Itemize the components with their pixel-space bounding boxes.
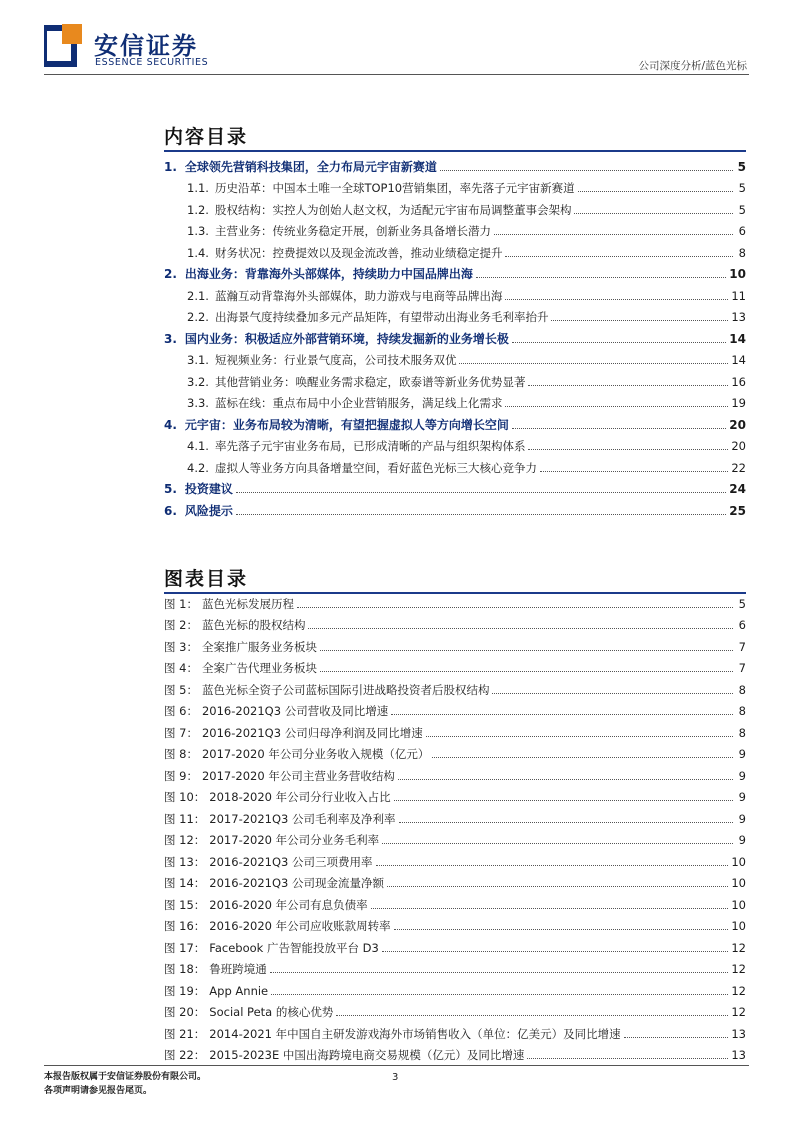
figure-title: 蓝色光标全资子公司蓝标国际引进战略投资者后股权结构 [201, 682, 490, 697]
header-divider [44, 74, 749, 75]
figure-number: 图 2： [164, 618, 198, 632]
dot-leader [320, 650, 733, 651]
dot-leader [505, 256, 733, 257]
toc-entry-page: 14 [729, 331, 746, 346]
dot-leader [270, 972, 729, 973]
dot-leader [394, 800, 733, 801]
figure-title: Facebook 广告智能投放平台 D3 [209, 940, 379, 955]
dot-leader [505, 406, 728, 407]
dot-leader [336, 1015, 728, 1016]
figure-title: 2016-2020 年公司应收账款周转率 [209, 919, 391, 933]
toc-chapter-link[interactable] [164, 261, 746, 283]
toc-entry-title: 出海业务：背靠海外头部媒体，持续助力中国品牌出海 [184, 267, 473, 281]
dot-leader [492, 693, 733, 694]
toc-entry-title: 短视频业务：行业景气度高，公司技术服务双优 [214, 353, 457, 367]
figure-title: 2017-2021Q3 公司毛利率及净利率 [209, 811, 396, 826]
toc-entry-number: 1. [164, 159, 177, 174]
toc-section-link[interactable] [164, 282, 746, 304]
toc-entry-number: 3.2. [187, 374, 209, 389]
dot-leader [528, 385, 728, 386]
figure-page: 8 [738, 725, 746, 740]
toc-section-link[interactable] [164, 368, 746, 390]
figure-title: 2016-2021Q3 公司现金流量净额 [209, 876, 385, 890]
figure-entry-link[interactable] [164, 870, 746, 892]
figure-number: 图 7： [164, 725, 198, 740]
brand-name-en: ESSENCE SECURITIES [95, 57, 209, 68]
toc-section-link[interactable] [164, 454, 746, 476]
essence-logo-icon [44, 24, 84, 68]
dot-leader [271, 994, 728, 995]
figure-title: 2017-2020 年公司主营业务营收结构 [201, 768, 395, 783]
figure-page: 13 [731, 1026, 746, 1041]
toc-entry-page: 14 [731, 353, 746, 367]
figure-title: 鲁班跨境通 [209, 962, 267, 976]
toc-chapter-link[interactable] [164, 325, 746, 347]
dot-leader [476, 277, 726, 278]
dot-leader [382, 951, 729, 952]
dot-leader [540, 471, 728, 472]
figure-number: 图 15： [164, 897, 206, 912]
toc-entry-page: 22 [731, 460, 746, 475]
figure-number: 图 18： [164, 962, 206, 976]
figure-number: 图 3： [164, 639, 198, 654]
figure-entry-link[interactable] [164, 956, 746, 978]
footer-copyright: 本报告版权属于安信证券股份有限公司。 [44, 1072, 207, 1082]
figure-page: 7 [738, 661, 746, 675]
dot-leader [387, 886, 728, 887]
toc-entry-number: 4.1. [187, 439, 209, 453]
figure-title: App Annie [209, 983, 269, 998]
figure-title: Social Peta 的核心优势 [209, 1005, 334, 1019]
figure-title: 2017-2020 年公司分业务毛利率 [209, 833, 380, 847]
figure-page: 8 [738, 682, 746, 697]
toc-chapter-link[interactable] [164, 411, 746, 433]
toc-section-link[interactable] [164, 390, 746, 412]
toc-entry-page: 13 [731, 310, 746, 324]
toc-entry-number: 1.2. [187, 202, 209, 217]
figure-title: 2017-2020 年公司分业务收入规模（亿元） [201, 747, 430, 761]
page-header [0, 0, 793, 80]
dot-leader [512, 342, 726, 343]
figure-entry-link[interactable] [164, 913, 746, 935]
figure-entry-link[interactable] [164, 999, 746, 1021]
toc-entry-page: 5 [738, 181, 746, 195]
figure-title: 蓝色光标的股权结构 [201, 618, 306, 632]
figure-number: 图 22： [164, 1048, 206, 1062]
figure-entry-link[interactable] [164, 848, 746, 870]
dot-leader [494, 234, 733, 235]
figure-page: 9 [738, 747, 746, 761]
dot-leader [308, 628, 733, 629]
figure-title: 全案广告代理业务板块 [201, 661, 317, 675]
dot-leader [320, 671, 733, 672]
figure-number: 图 9： [164, 768, 198, 783]
figure-number: 图 21： [164, 1026, 206, 1041]
toc-entry-title: 历史沿革：中国本土唯一全球TOP10营销集团，率先落子元宇宙新赛道 [214, 181, 575, 195]
figure-page: 6 [738, 618, 746, 632]
dot-leader [236, 514, 726, 515]
toc-entry-number: 3. [164, 331, 177, 346]
dot-leader [624, 1037, 729, 1038]
figure-page: 12 [731, 940, 746, 955]
figure-page: 12 [731, 1005, 746, 1019]
figure-entry-link[interactable] [164, 934, 746, 956]
toc-entry-title: 全球领先营销科技集团，全力布局元宇宙新赛道 [184, 159, 437, 174]
toc-entry-title: 蓝瀚互动背靠海外头部媒体，助力游戏与电商等品牌出海 [214, 288, 503, 303]
figure-entry-link[interactable] [164, 719, 746, 741]
figure-list [164, 590, 746, 1063]
figure-number: 图 6： [164, 704, 198, 718]
figure-page: 10 [731, 854, 746, 869]
dot-leader [399, 822, 733, 823]
toc-section-link[interactable] [164, 347, 746, 369]
figure-entry-link[interactable] [164, 1020, 746, 1042]
dot-leader [391, 714, 733, 715]
figure-number: 图 13： [164, 854, 206, 869]
toc-entry-title: 虚拟人等业务方向具备增量空间，看好蓝色光标三大核心竞争力 [214, 460, 537, 475]
toc-entry-title: 财务状况：控费提效以及现金流改善，推动业绩稳定提升 [214, 245, 503, 260]
figure-entry-link[interactable] [164, 891, 746, 913]
figure-number: 图 1： [164, 596, 198, 611]
toc-entry-page: 10 [729, 267, 746, 281]
figure-entry-link[interactable] [164, 655, 746, 677]
figure-title: 蓝色光标发展历程 [201, 596, 294, 611]
toc-entry-number: 1.1. [187, 181, 209, 195]
toc-entry-page: 16 [731, 374, 746, 389]
figure-entry-link[interactable] [164, 633, 746, 655]
toc-entry-page: 8 [738, 245, 746, 260]
toc-entry-title: 投资建议 [184, 482, 233, 496]
footer-notice: 各项声明请参见报告尾页。 [44, 1086, 153, 1096]
toc-list [164, 153, 746, 519]
toc-entry-title: 元宇宙：业务布局较为清晰，有望把握虚拟人等方向增长空间 [184, 417, 509, 432]
footer-disclaimer [44, 1070, 206, 1098]
toc-entry-number: 4. [164, 417, 177, 432]
toc-entry-number: 1.3. [187, 224, 209, 238]
figure-title: 2015-2023E 中国出海跨境电商交易规模（亿元）及同比增速 [209, 1048, 525, 1062]
figure-title: 2014-2021 年中国自主研发游戏海外市场销售收入（单位：亿美元）及同比增速 [209, 1026, 621, 1041]
figure-page: 9 [738, 811, 746, 826]
figure-entry-link[interactable] [164, 805, 746, 827]
toc-entry-number: 3.1. [187, 353, 209, 367]
dot-leader [297, 607, 733, 608]
toc-entry-number: 4.2. [187, 460, 209, 475]
figure-title: 2016-2021Q3 公司营收及同比增速 [201, 704, 389, 718]
figure-page: 9 [738, 768, 746, 783]
figure-page: 7 [738, 639, 746, 654]
figure-entry-link[interactable] [164, 977, 746, 999]
dot-leader [578, 191, 733, 192]
figure-number: 图 14： [164, 876, 206, 890]
figure-page: 10 [731, 876, 746, 890]
dot-leader [574, 213, 733, 214]
toc-title: 内容目录 [164, 126, 249, 148]
toc-entry-page: 20 [731, 439, 746, 453]
dot-leader [459, 363, 728, 364]
toc-section-link[interactable] [164, 304, 746, 326]
dot-leader [528, 449, 728, 450]
figure-entry-link[interactable] [164, 784, 746, 806]
figure-number: 图 11： [164, 811, 206, 826]
figure-number: 图 12： [164, 833, 206, 847]
toc-entry-page: 11 [731, 288, 746, 303]
brand-name-cn: 安信证券 [94, 32, 198, 60]
footer-divider [44, 1065, 749, 1066]
toc-entry-page: 20 [729, 417, 746, 432]
toc-entry-page: 24 [729, 482, 746, 496]
dot-leader [432, 757, 733, 758]
figure-entry-link[interactable] [164, 676, 746, 698]
figure-title: 2016-2020 年公司有息负债率 [209, 897, 368, 912]
toc-chapter-link[interactable] [164, 153, 746, 175]
figure-number: 图 5： [164, 682, 198, 697]
toc-section-link[interactable] [164, 239, 746, 261]
figure-title: 2018-2020 年公司分行业收入占比 [209, 790, 391, 804]
figure-page: 9 [738, 833, 746, 847]
dot-leader [527, 1058, 728, 1059]
figure-title: 2016-2021Q3 公司归母净利润及同比增速 [201, 725, 423, 740]
dot-leader [236, 492, 726, 493]
toc-entry-title: 出海景气度持续叠加多元产品矩阵，有望带动出海业务毛利率抬升 [214, 310, 549, 324]
toc-title-rule [164, 150, 746, 152]
figure-entry-link[interactable] [164, 612, 746, 634]
figure-number: 图 10： [164, 790, 206, 804]
toc-entry-title: 蓝标在线：重点布局中小企业营销服务，满足线上化需求 [214, 396, 503, 410]
figure-entry-link[interactable] [164, 590, 746, 612]
toc-chapter-link[interactable] [164, 497, 746, 519]
figure-number: 图 4： [164, 661, 198, 675]
toc-entry-number: 2. [164, 267, 177, 281]
toc-entry-number: 1.4. [187, 245, 209, 260]
figure-page: 9 [738, 790, 746, 804]
figure-entry-link[interactable] [164, 698, 746, 720]
figure-page: 8 [738, 704, 746, 718]
figure-number: 图 20： [164, 1005, 206, 1019]
toc-section-link[interactable] [164, 175, 746, 197]
report-type: 公司深度分析/蓝色光标 [638, 60, 747, 72]
figure-entry-link[interactable] [164, 827, 746, 849]
figure-number: 图 17： [164, 940, 206, 955]
figure-title: 2016-2021Q3 公司三项费用率 [209, 854, 373, 869]
figure-number: 图 19： [164, 983, 206, 998]
toc-entry-page: 5 [738, 202, 746, 217]
toc-entry-number: 3.3. [187, 396, 209, 410]
toc-section-link[interactable] [164, 433, 746, 455]
toc-entry-number: 6. [164, 503, 177, 518]
figure-number: 图 16： [164, 919, 206, 933]
toc-entry-title: 率先落子元宇宙业务布局，已形成清晰的产品与组织架构体系 [214, 439, 526, 453]
figure-page: 5 [738, 596, 746, 611]
figure-page: 10 [731, 919, 746, 933]
toc-entry-page: 25 [729, 503, 746, 518]
toc-entry-page: 19 [731, 396, 746, 410]
figure-title: 全案推广服务业务板块 [201, 639, 317, 654]
dot-leader [426, 736, 733, 737]
figure-page: 12 [731, 962, 746, 976]
dot-leader [440, 170, 733, 171]
figure-entry-link[interactable] [164, 741, 746, 763]
dot-leader [551, 320, 728, 321]
toc-entry-number: 2.1. [187, 288, 209, 303]
toc-entry-title: 风险提示 [184, 503, 233, 518]
figure-entry-link[interactable] [164, 762, 746, 784]
figure-page: 12 [731, 983, 746, 998]
dot-leader [505, 299, 728, 300]
figure-page: 13 [731, 1048, 746, 1062]
dot-leader [398, 779, 733, 780]
dot-leader [512, 428, 726, 429]
toc-entry-title: 主营业务：传统业务稳定开展，创新业务具备增长潜力 [214, 224, 491, 238]
toc-entry-title: 其他营销业务：唤醒业务需求稳定，欧泰谱等新业务优势显著 [214, 374, 526, 389]
toc-entry-number: 2.2. [187, 310, 209, 324]
toc-chapter-link[interactable] [164, 476, 746, 498]
page-number: 3 [392, 1072, 399, 1083]
dot-leader [394, 929, 729, 930]
toc-entry-page: 6 [738, 224, 746, 238]
toc-entry-title: 股权结构：实控人为创始人赵文权，为适配元宇宙布局调整董事会架构 [214, 202, 572, 217]
figure-page: 10 [731, 897, 746, 912]
toc-section-link[interactable] [164, 218, 746, 240]
dot-leader [376, 865, 729, 866]
toc-entry-page: 5 [737, 159, 746, 174]
figures-title: 图表目录 [164, 568, 249, 590]
dot-leader [382, 843, 733, 844]
figure-entry-link[interactable] [164, 1042, 746, 1064]
toc-entry-number: 5. [164, 482, 177, 496]
dot-leader [371, 908, 729, 909]
toc-section-link[interactable] [164, 196, 746, 218]
toc-entry-title: 国内业务：积极适应外部营销环境，持续发掘新的业务增长极 [184, 331, 509, 346]
figure-number: 图 8： [164, 747, 198, 761]
